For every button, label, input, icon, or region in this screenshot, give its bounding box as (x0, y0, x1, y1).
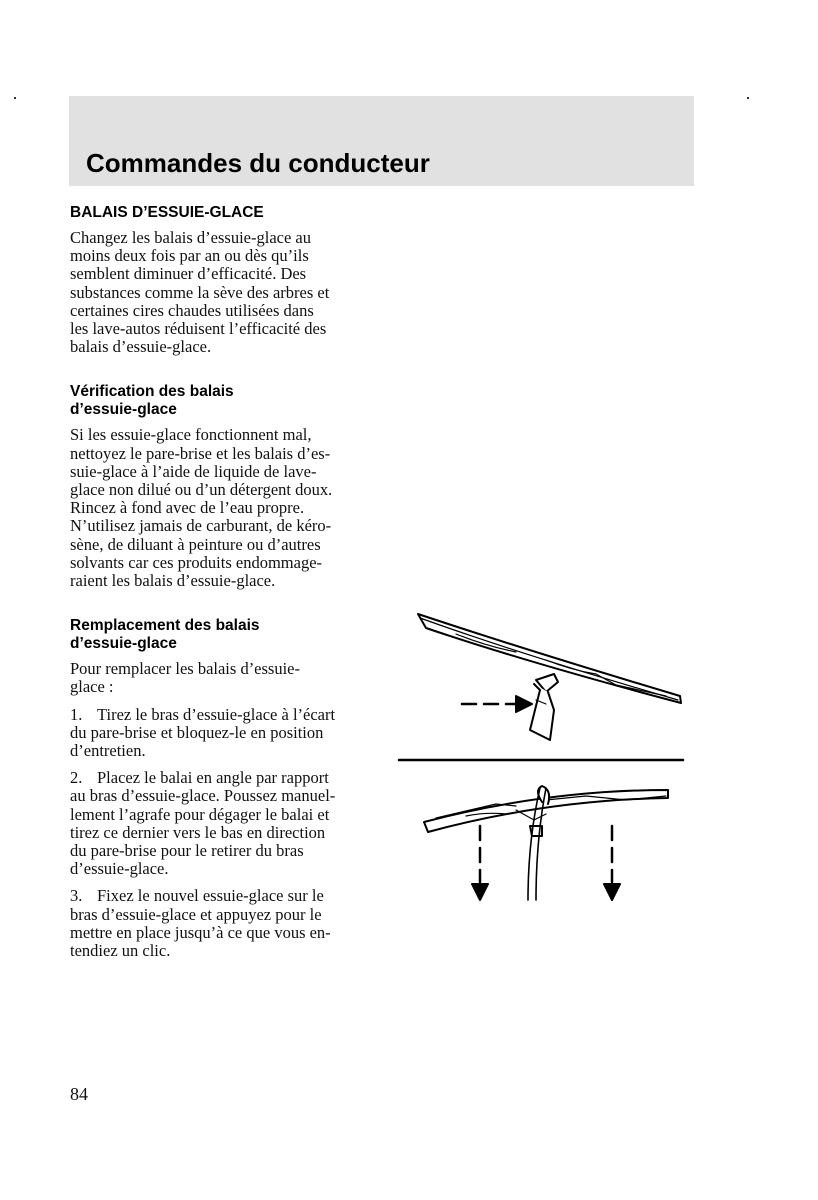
text-line: les lave-autos réduisent l’efficacité des (70, 319, 327, 339)
step-1 (70, 706, 370, 724)
text-line: d’entretien. (70, 741, 146, 761)
text-line: sène, de diluant à peinture ou d’autres (70, 534, 321, 554)
text-column (70, 204, 370, 960)
step-continuation (70, 906, 370, 961)
text-line: nettoyez le pare-brise et les balais d’es- (70, 443, 331, 463)
text-line: suie-glace à l’aide de liquide de lave- (70, 461, 317, 481)
text-line: d’essuie-glace. (70, 859, 169, 879)
replacement-intro (70, 660, 370, 696)
text-line: au bras d’essuie-glace. Poussez manuel- (70, 786, 336, 806)
text-line: du pare-brise pour le retirer du bras (70, 841, 304, 861)
text-line: solvants car ces produits endommage- (70, 552, 323, 572)
page-number: 84 (70, 1084, 88, 1104)
wiper-blade-removal-drawing (424, 786, 668, 900)
removal-arrow-right (604, 826, 620, 900)
heading-line: d’essuie-glace (70, 635, 177, 653)
step-3 (70, 887, 370, 905)
text-line: Rincez à fond avec de l’eau propre. (70, 498, 305, 518)
push-direction-arrow (462, 696, 532, 712)
text-line: glace non dilué ou d’un détergent doux. (70, 480, 333, 500)
text-line: tendiez un clic. (70, 941, 171, 961)
text-line: Fixez le nouvel essuie-glace sur le (97, 886, 324, 906)
wiper-blades-paragraph (70, 229, 370, 356)
text-line: Tirez le bras d’essuie-glace à l’écart (97, 704, 336, 724)
wiper-blade-replacement-illustration (396, 600, 696, 915)
text-line: Si les essuie-glace fonctionnent mal, (70, 425, 312, 445)
section-header-band (69, 96, 694, 186)
step-continuation (70, 724, 370, 760)
step-number: 1. (70, 704, 83, 724)
text-line: semblent diminuer d’efficacité. Des (70, 264, 307, 284)
step-text (97, 706, 370, 724)
text-line: balais d’essuie-glace. (70, 337, 212, 357)
removal-arrow-left (472, 826, 488, 900)
crop-mark-right (747, 97, 749, 99)
section-heading-wiper-blades: BALAIS D’ESSUIE-GLACE (70, 204, 264, 221)
checking-paragraph (70, 426, 370, 590)
heading-line: d’essuie-glace (70, 401, 177, 419)
text-line: du pare-brise et bloquez-le en position (70, 722, 324, 742)
step-number: 3. (70, 886, 83, 906)
text-line: Pour remplacer les balais d’essuie- (70, 659, 301, 679)
text-line: mettre en place jusqu’à ce que vous en- (70, 922, 331, 942)
crop-mark-left (14, 97, 16, 99)
section-heading-replacement (70, 617, 370, 653)
text-line: moins deux fois par an ou dès qu’ils (70, 246, 309, 266)
step-number: 2. (70, 768, 83, 788)
wiper-illustration-svg (396, 600, 696, 910)
text-line: tirez ce dernier vers le bas en direction (70, 822, 326, 842)
section-heading-checking (70, 383, 370, 419)
text-line: Changez les balais d’essuie-glace au (70, 228, 311, 247)
step-text (97, 769, 370, 787)
text-line: lement l’agrafe pour dégager le balai et (70, 804, 330, 824)
page-title: Commandes du conducteur (86, 148, 430, 178)
wiper-arm-service-position-drawing (418, 614, 681, 740)
step-continuation (70, 787, 370, 878)
text-line: bras d’essuie-glace et appuyez pour le (70, 904, 322, 924)
heading-line: Vérification des balais (70, 383, 234, 401)
heading-line: Remplacement des balais (70, 617, 260, 635)
text-line: N’utilisez jamais de carburant, de kéro- (70, 516, 332, 536)
text-line: substances comme la sève des arbres et (70, 282, 330, 302)
step-2 (70, 769, 370, 787)
text-line: Placez le balai en angle par rapport (97, 768, 329, 788)
text-line: certaines cires chaudes utilisées dans (70, 300, 314, 320)
text-line: raient les balais d’essuie-glace. (70, 571, 276, 591)
step-text (97, 887, 370, 905)
text-line: glace : (70, 677, 114, 697)
